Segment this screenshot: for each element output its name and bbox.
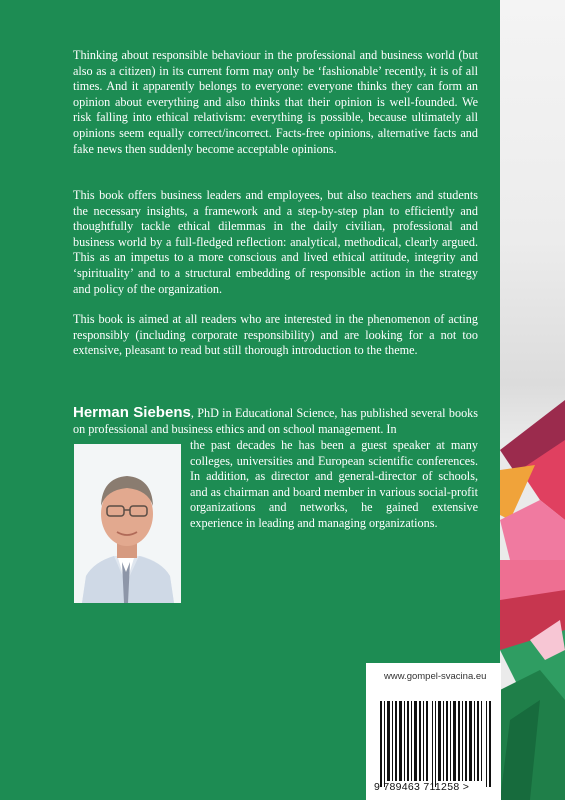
isbn-arrow: > <box>462 781 470 793</box>
author-portrait <box>74 444 181 603</box>
author-name: Herman Siebens <box>73 404 191 421</box>
paragraph-3: This book is aimed at all readers who are interested in the phenomenon of acting responsibly (including corporate responsibility) and are looking for a not too extensive, pleasant to read but still thorough introduction to the theme. <box>73 312 478 358</box>
paragraph-2: This book offers business leaders and employees, but also teachers and students the necessary insights, a framework and a step-by-step plan to efficiently and thoughtfully tackle ethical dilemmas in the daily civilian, professional and business world by a full-fledged reflection: analytical, methodical, clearly argued. This as an impetus to a more conscious and lived ethical attitude, integrity and ‘spirituality’ and to a structural embedding of responsible action in the strategy and policy of the organization. <box>73 188 478 296</box>
paragraph-1: Thinking about responsible behaviour in the professional and business world (but also as a citizen) in its current form may only be ‘fashionable’ recently, it is of all times. And it apparently belongs to everyone: everyone thinks they can form an opinion about everything and also thinks that their opinion is well-founded. We risk falling into ethical relativism: everything is possible, because ultimately all opinions seem equally correct/incorrect. Facts-free opinions, alternative facts and fake news then suddenly become acceptable opinions. <box>73 48 478 156</box>
origami-photo-strip <box>500 0 565 800</box>
author-bio-intro <box>73 405 478 437</box>
barcode-icon <box>380 701 492 787</box>
isbn-digits: 9 789463 711258 <box>374 781 460 793</box>
author-bio-rest: the past decades he has been a guest speaker at many colleges, universities and European scientific conferences. In addition, as director and general-director of schools, and as chairman and board member in various social-profit organizations and networks, he gained extensive experience in leading and managing organizations. <box>190 438 478 530</box>
isbn-number <box>374 781 502 793</box>
isbn-barcode-box <box>366 663 501 800</box>
author-bio-first-lines: , PhD in Educational Science, has published several books on professional and business ethics and on school management. In <box>73 406 478 436</box>
publisher-url[interactable]: www.gompel-svacina.eu <box>384 671 487 682</box>
